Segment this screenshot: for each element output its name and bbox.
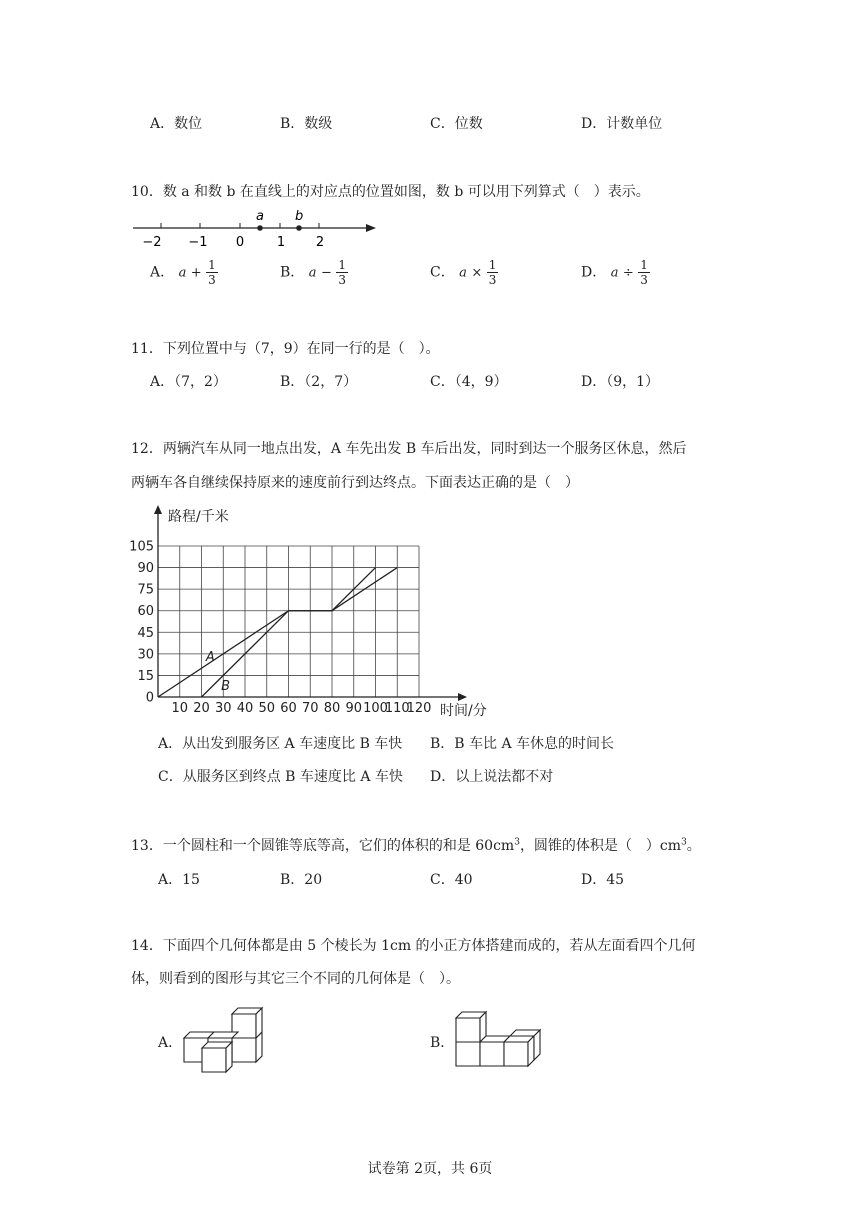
fraction-numerator: 1 <box>488 258 497 272</box>
x-tick-label: 30 <box>214 701 232 716</box>
q10-option-b-var: a <box>308 265 317 281</box>
q9-option-a: A．数位 <box>150 116 203 132</box>
y-tick-label: 60 <box>137 604 154 620</box>
x-tick-label: 60 <box>280 701 297 716</box>
q13-option-a: A．15 <box>158 872 200 888</box>
page-footer: 试卷第 2页，共 6页 <box>367 1161 493 1177</box>
q13-option-c: C．40 <box>430 872 473 888</box>
q10-option-a-var: a <box>178 265 187 281</box>
fraction-numerator: 1 <box>640 258 648 272</box>
series-label-B: B <box>221 679 230 695</box>
x-tick-label: 90 <box>345 701 363 716</box>
q12-stem-line1: 12．两辆汽车从同一地点出发，A 车先出发 B 车后出发，同时到达一个服务区休息，然后 <box>131 441 687 457</box>
point-b-label: b <box>295 209 304 224</box>
y-tick-label: 105 <box>129 539 154 555</box>
point-a <box>257 225 263 231</box>
q13-stem-mid: ，圆锥的体积是（ ）cm <box>519 838 682 854</box>
fraction-numerator: 1 <box>338 258 346 272</box>
tick-label-neg1: −1 <box>188 235 208 250</box>
q13-stem <box>131 835 701 855</box>
q12-option-c: C．从服务区到终点 B 车速度比 A 车快 <box>158 769 403 785</box>
q10-option-b-op: − <box>320 265 332 281</box>
q10-option-d-fraction <box>638 258 650 287</box>
x-tick-label: 110 <box>384 701 410 716</box>
q14-stem-line2: 体，则看到的图形与其它三个不同的几何体是（ ）。 <box>131 971 460 987</box>
fraction-denominator: 3 <box>488 273 497 287</box>
q10-option-a-op: + <box>190 265 202 281</box>
q10-option-a-label: A． <box>150 264 175 281</box>
series-label-A: A <box>205 649 215 665</box>
q13-stem-pre: 13．一个圆柱和一个圆锥等底等高，它们的体积的和是 60cm <box>131 838 515 854</box>
q10-option-d <box>581 258 650 287</box>
q13-option-d: D．45 <box>581 872 625 888</box>
y-tick-label: 75 <box>137 582 154 598</box>
q9-option-b: B．数级 <box>280 116 333 132</box>
q10-option-b-label: B． <box>280 264 305 281</box>
q10-option-d-op: ÷ <box>622 265 634 281</box>
x-tick-label: 10 <box>171 701 189 716</box>
q13-stem-end: 。 <box>686 838 701 854</box>
q14-option-a-label: A． <box>158 1035 183 1051</box>
q14-stem-line1: 14．下面四个几何体都是由 5 个棱长为 1cm 的小正方体搭建而成的，若从左面看四个几何 <box>131 938 696 954</box>
q9-option-d: D．计数单位 <box>581 116 663 132</box>
y-tick-label: 0 <box>145 690 154 706</box>
fraction-numerator: 1 <box>208 258 216 272</box>
q12-option-b: B．B 车比 A 车休息的时间长 <box>430 736 615 752</box>
x-axis-arrow <box>458 693 467 701</box>
q10-option-a <box>150 258 218 287</box>
q11-option-a: A．（7，2） <box>150 374 227 390</box>
q10-option-c <box>430 258 498 287</box>
q10-option-c-fraction <box>487 258 499 287</box>
q9-option-c: C．位数 <box>430 116 483 132</box>
q11-option-c: C．（4，9） <box>430 374 508 390</box>
q10-option-b <box>280 258 348 287</box>
distance-time-chart <box>129 502 487 722</box>
point-b <box>296 225 302 231</box>
x-tick-label: 100 <box>363 701 388 716</box>
y-tick-label: 15 <box>137 668 154 684</box>
q13-sup-1: 3 <box>514 837 520 848</box>
q13-sup-2: 3 <box>681 837 687 848</box>
q10-option-d-label: D． <box>581 264 607 281</box>
q14-option-a-cubes <box>180 1004 270 1074</box>
x-tick-label: 50 <box>258 701 276 716</box>
x-tick-label: 40 <box>236 701 254 716</box>
number-line-figure <box>130 203 380 249</box>
x-tick-label: 120 <box>406 701 432 716</box>
q10-option-c-label: C． <box>430 264 455 281</box>
q14-option-b-cubes <box>452 1006 547 1070</box>
point-a-label: a <box>256 209 264 224</box>
tick-label-0: 0 <box>235 235 245 250</box>
y-axis-title: 路程/千米 <box>168 509 229 525</box>
y-tick-label: 45 <box>137 625 154 641</box>
q10-option-a-fraction <box>206 258 218 287</box>
tick-label-1: 1 <box>276 235 286 250</box>
x-tick-label: 80 <box>323 701 341 716</box>
q10-option-c-var: a <box>459 265 467 281</box>
q12-option-a: A．从出发到服务区 A 车速度比 B 车快 <box>158 736 403 752</box>
tick-label-2: 2 <box>315 235 325 250</box>
x-tick-label: 20 <box>193 701 210 716</box>
x-axis-title: 时间/分 <box>440 703 487 719</box>
q11-stem: 11．下列位置中与（7，9）在同一行的是（ ）。 <box>131 341 440 357</box>
q12-option-d: D．以上说法都不对 <box>430 769 554 785</box>
q12-stem-line2: 两辆车各自继续保持原来的速度前行到达终点。下面表达正确的是（ ） <box>131 475 579 491</box>
y-tick-label: 30 <box>137 647 154 663</box>
y-tick-label: 90 <box>137 561 154 577</box>
tick-label-neg2: −2 <box>142 235 162 250</box>
q13-option-b: B．20 <box>280 872 323 888</box>
q14-option-b-label: B． <box>430 1035 455 1051</box>
q10-option-b-fraction <box>336 258 348 287</box>
fraction-denominator: 3 <box>640 273 648 287</box>
q10-option-c-op: × <box>471 265 483 281</box>
y-axis-arrow <box>154 505 162 514</box>
q11-option-b: B．（2，7） <box>280 374 358 390</box>
q10-option-d-var: a <box>610 265 619 281</box>
x-tick-label: 70 <box>301 701 319 716</box>
q11-option-d: D．（9，1） <box>581 374 660 390</box>
fraction-denominator: 3 <box>338 273 346 287</box>
q10-stem: 10．数 a 和数 b 在直线上的对应点的位置如图，数 b 可以用下列算式（ ）表示。 <box>131 184 650 200</box>
fraction-denominator: 3 <box>208 273 216 287</box>
